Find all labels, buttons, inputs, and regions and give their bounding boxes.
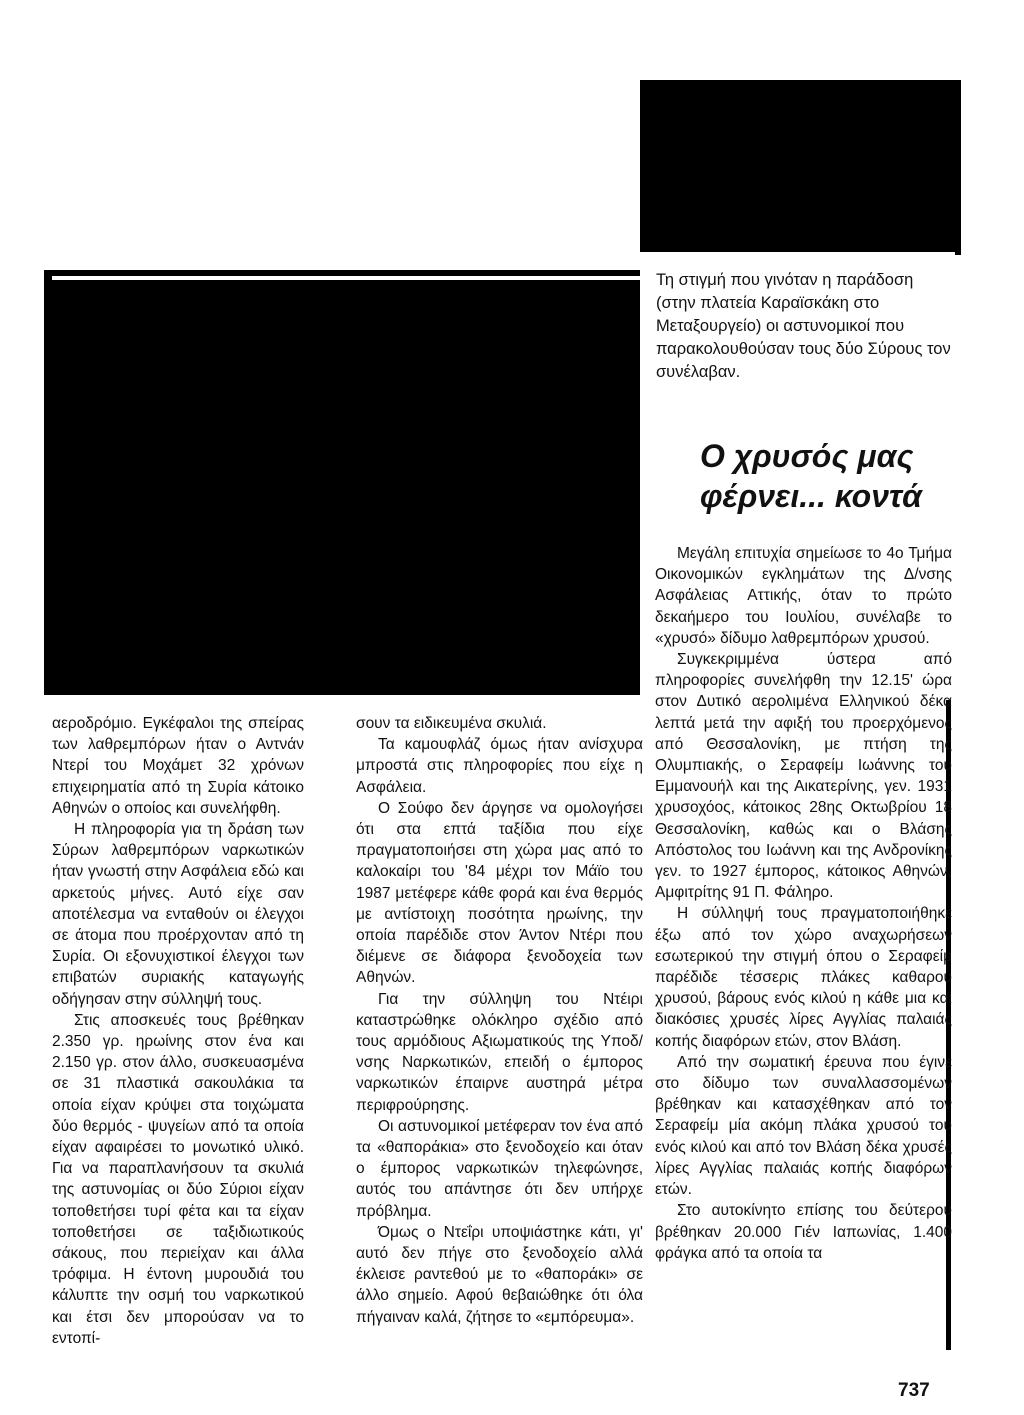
- text-column-1: [52, 713, 304, 1349]
- photo-bottom-rule: [44, 690, 639, 694]
- photo-mask: [0, 0, 1024, 4]
- paragraph: Για την σύλληψη του Ντέιρι καταστρώθηκε ολόκληρο σχέδιο από τους αρμόδιους Αξιωματικούς της Υποδ/νσης Ναρκωτικών, επειδή ο έμπορος ναρκωτικών έπαιρνε αυστηρά μέτρα περιφρούρησης.: [356, 990, 643, 1114]
- paragraph: Από την σωματική έρευνα που έγινε στο δίδυμο των συναλλασσομένων βρέθηκαν και κατασχέθηκαν από τον Σεραφείμ μία ακόμη πλάκα χρυσού του ενός κιλού και από τον Βλάση δέκα χρυσές λίρες Αγγλίας παλαιάς κοπής διαφόρων ετών.: [655, 1053, 952, 1199]
- text-column-2: [356, 713, 643, 1328]
- page-number: 737: [898, 1380, 930, 1401]
- photo-caption: Τη στιγμή που γινόταν η παράδοση (στην πλατεία Καραϊσκάκη στο Μεταξουργείο) οι αστυνομικοί που παρακολουθούσαν τους δύο Σύρους τον συνέλαβαν.: [656, 271, 951, 381]
- photo-mask: [52, 276, 642, 280]
- paragraph: Μεγάλη επιτυχία σημείωσε το 4ο Τμήμα Οικονομικών εγκλημάτων της Δ/νσης Ασφάλειας Αττικής, όταν το πρώτο δεκαήμερο του Ιουλίου, συνέλαβε το «χρυσό» δίδυμο λαθρεμπόρων χρυσού.: [655, 545, 952, 647]
- title-line: Ο χρυσός μας: [700, 438, 914, 474]
- column-rule: [955, 80, 961, 255]
- paragraph: Στο αυτοκίνητο επίσης του δεύτερου βρέθηκαν 20.000 Γιέν Ιαπωνίας, 1.400 φράγκα από τα οποία τα: [655, 1202, 952, 1262]
- photo-mask: [0, 80, 44, 695]
- paragraph: Όμως ο Ντεΐρι υποψιάστηκε κάτι, γι' αυτό δεν πήγε στο ξενοδοχείο αλλά έκλεισε ραντεθού με το «θαποράκι» σε άλλο σημείο. Αφού θεβαιώθηκε ότι όλα πήγαιναν καλά, ζήτησε το «εμπόρευμα».: [356, 1223, 643, 1326]
- text-column-3: [655, 543, 952, 1264]
- paragraph: Η πληροφορία για τη δράση των Σύρων λαθρεμπόρων ναρκωτικών ήταν γνωστή στην Ασφάλεια εδώ και αρκετούς μήνες. Αυτό είχε σαν αποτέλεσμα να ενταθούν οι έλεγχοι σε άτομα που προέρχονταν από τη Συρία. Οι εξονυχιστικοί έλεγχοι των επιβατών συριακής καταγωγής οδήγησαν στην σύλληψή τους.: [52, 821, 304, 1008]
- article-title: [700, 436, 950, 516]
- photo-mask: [0, 0, 960, 80]
- paragraph: Οι αστυνομικοί μετέφεραν τον ένα από τα «θαποράκια» στο ξενοδοχείο και όταν ο έμπορος ναρκωτικών τηλεφώνησε, αυτός του απάντησε ότι δεν υπήρχε πρόβλημα.: [356, 1117, 643, 1220]
- paragraph: αεροδρόμιο. Εγκέφαλοι της σπείρας των λαθρεμπόρων ήταν ο Αντνάν Ντερί του Μοχάμετ 32 χρόνων επιχειρηματία από τη Συρία κάτοικο Αθηνών ο οποίος και συνελήφθη.: [52, 715, 304, 817]
- title-line: φέρνει... κοντά: [700, 478, 922, 514]
- paragraph: Συγκεκριμμένα ύστερα από πληροφορίες συνελήφθη την 12.15' ώρα στον Δυτικό αερολιμένα Ελληνικού δέκα λεπτά μετά την αφιξή του προερχόμενος από Θεσσαλονίκη, με πτήση της Ολυμπιακής, ο Σεραφείμ Ιωάννης του Εμμανουήλ και της Αικατερίνης, γεν. 1931 χρυσοχόος, κάτοικος 28ης Οκτωβρίου 18 Θεσσαλονίκη, καθώς και ο Βλάσης Απόστολος του Ιωάννη και της Ανδρονίκης γεν. το 1927 έμπορος, κάτοικος Αθηνών, Αμφιτρίτης 91 Π. Φάληρο.: [655, 651, 952, 902]
- photo-mask: [44, 80, 640, 270]
- paragraph: Τα καμουφλάζ όμως ήταν ανίσχυρα μπροστά στις πληροφορίες που είχε η Ασφάλεια.: [356, 736, 643, 796]
- paragraph: σουν τα ειδικευμένα σκυλιά.: [356, 715, 547, 732]
- column-rule: [44, 270, 52, 694]
- paragraph: Στις αποσκευές τους βρέθηκαν 2.350 γρ. ηρωίνης στον ένα και 2.150 γρ. στον άλλο, συσκευασμένα σε 31 πλαστικά σακουλάκια τα οποία είχαν κρύψει στα τοιχώματα δύο θερμός - ψυγείων από τα οποία είχαν αφαιρέσει το μονωτικό υλικό. Για να παραπλανήσουν τα σκυλιά της αστυνομίας οι δύο Σύριοι είχαν τοποθετήσει τυρί φέτα και τα είχαν τοποθετήσει σε ταξιδιωτικούς σάκους, που περιείχαν και άλλα τρόφιμα. Η έντονη μυρουδιά του κάλυπτε την οσμή του ναρκωτικού και έτσι δεν μπορούσαν να το εντοπί-: [52, 1011, 304, 1347]
- paragraph: Η σύλληψή τους πραγματοποιήθηκε έξω από τον χώρο αναχωρήσεων εσωτερικού την στιγμή όπου ο Σεραφείμ παρέδιδε τέσσερις πλάκες καθαρού χρυσού, βάρους ενός κιλού η κάθε μια και διακόσιες χρυσές λίρες Αγγλίας παλαιάς κοπής διαφόρων ετών, στον Βλάση.: [655, 905, 952, 1050]
- paragraph: Ο Σούφο δεν άργησε να ομολογήσει ότι στα επτά ταξίδια που είχε πραγματοποιήσει στη χώρα μας από το καλοκαίρι του '84 μέχρι τον Μάϊο του 1987 μετέφερε κάθε φορά και ένα θερμός με αντίστοιχη ποσότητα ηρωίνης, την οποία παρέδιδε στον Άντον Ντέρι που διέμενε σε διάφορα ξενοδοχεία των Αθηνών.: [356, 799, 643, 987]
